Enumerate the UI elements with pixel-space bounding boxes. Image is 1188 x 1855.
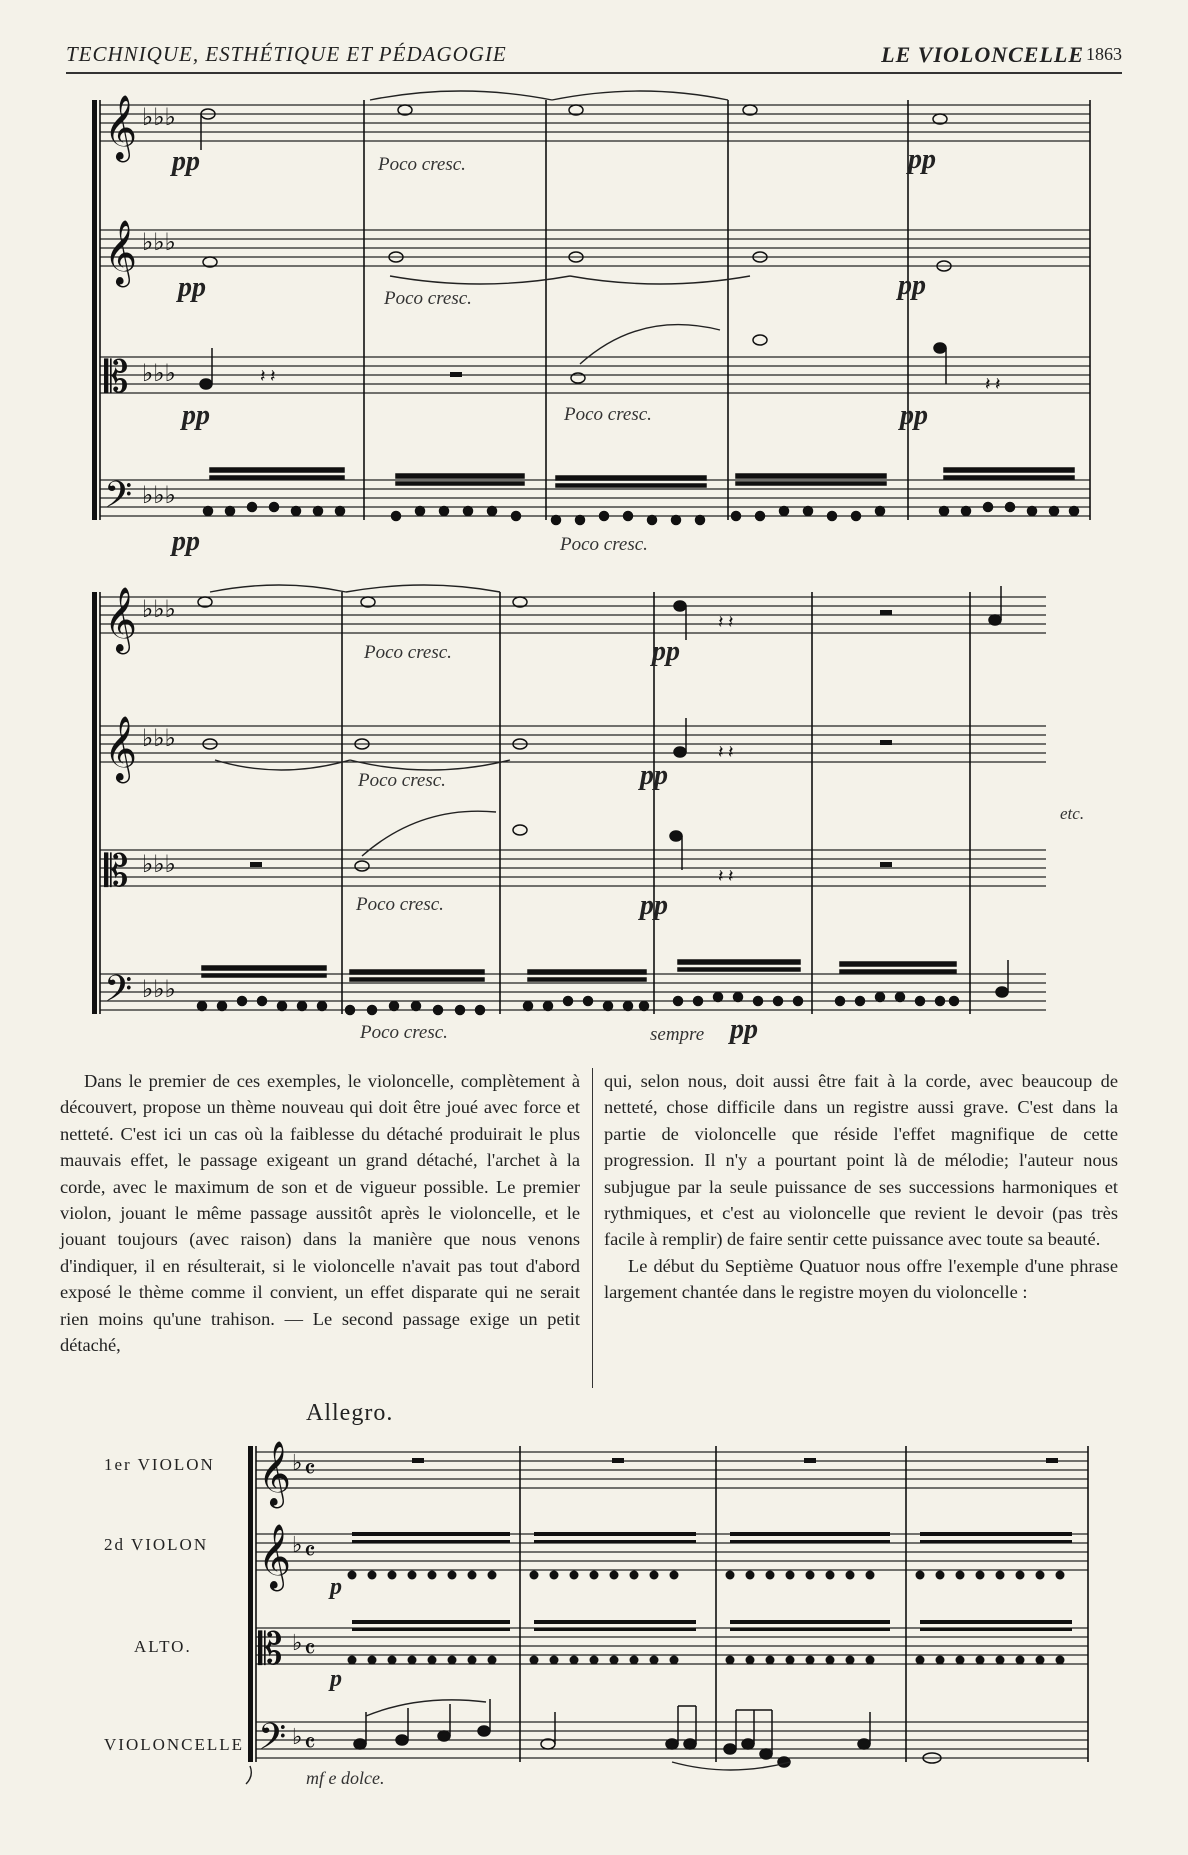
dynamic-pp: pp bbox=[178, 272, 206, 303]
svg-text:𝄴: 𝄴 bbox=[304, 1729, 316, 1759]
svg-text:𝄴: 𝄴 bbox=[304, 1635, 316, 1665]
svg-text:♭♭♭: ♭♭♭ bbox=[142, 481, 176, 509]
column-divider bbox=[592, 1068, 593, 1388]
svg-text:𝄞: 𝄞 bbox=[104, 95, 138, 160]
svg-text:𝄽 𝄽: 𝄽 𝄽 bbox=[718, 612, 734, 632]
marking-etc: etc. bbox=[1060, 804, 1085, 823]
text-column-left bbox=[60, 1068, 580, 1358]
svg-text:𝄢: 𝄢 bbox=[104, 968, 133, 1019]
marking-mf-e-dolce: mf e dolce. bbox=[306, 1768, 385, 1788]
instrument-label: 2d VIOLON bbox=[104, 1535, 209, 1554]
svg-text:♭♭♭: ♭♭♭ bbox=[142, 103, 176, 131]
dynamic-p: p bbox=[330, 1666, 342, 1692]
svg-text:𝄡: 𝄡 bbox=[104, 352, 129, 403]
dynamic-pp: pp bbox=[652, 636, 680, 667]
text-column-right bbox=[604, 1068, 1118, 1306]
dynamic-pp: pp bbox=[898, 270, 926, 301]
svg-text:♭: ♭ bbox=[292, 1725, 303, 1750]
marking-poco-cresc: Poco cresc. bbox=[378, 154, 466, 175]
svg-text:♭♭♭: ♭♭♭ bbox=[142, 359, 176, 387]
marking-sempre: sempre bbox=[650, 1024, 705, 1045]
dynamic-p: p bbox=[330, 1574, 342, 1600]
svg-text:𝄽 𝄽: 𝄽 𝄽 bbox=[985, 374, 1001, 394]
svg-text:♭♭♭: ♭♭♭ bbox=[142, 850, 176, 878]
dynamic-pp: pp bbox=[908, 144, 936, 175]
svg-text:𝄞: 𝄞 bbox=[104, 587, 138, 652]
marking-poco-cresc: Poco cresc. bbox=[358, 770, 446, 791]
svg-text:♭: ♭ bbox=[292, 1631, 303, 1656]
svg-text:♭♭♭: ♭♭♭ bbox=[142, 228, 176, 256]
svg-text:♭♭♭: ♭♭♭ bbox=[142, 975, 176, 1003]
instrument-label: ALTO. bbox=[134, 1637, 192, 1656]
svg-text:𝄽 𝄽: 𝄽 𝄽 bbox=[718, 866, 734, 886]
running-head-right: LE VIOLONCELLE bbox=[881, 42, 1084, 67]
marking-poco-cresc: Poco cresc. bbox=[356, 894, 444, 915]
dynamic-pp: pp bbox=[172, 526, 200, 557]
paragraph: Dans le premier de ces exemples, le violoncelle, complètement à découvert, propose un thème nouveau qui doit être joué avec force et netteté. C'est ici un cas où la faiblesse du détaché produirait le plus mauvais effet, le passage exigeant un grand détaché, l'archet à la corde, avec le maximum de son et de vigueur possible. Le premier violon, jouant le même passage aussitôt après le violoncelle, et le jouant toujours (avec raison) dans la manière que nous venons d'indiquer, il en résulterait, si le violoncelle n'avait pas tout d'abord exposé le thème comme il convient, un effet disparate qui ne serait rien moins qu'une trahison. — Le second passage exige un petit détaché, bbox=[60, 1071, 580, 1356]
marking-poco-cresc: Poco cresc. bbox=[560, 534, 648, 555]
instrument-label: VIOLONCELLE bbox=[104, 1735, 245, 1754]
svg-text:𝄞: 𝄞 bbox=[258, 1441, 292, 1506]
paragraph: qui, selon nous, doit aussi être fait à la corde, avec beaucoup de netteté, chose difficile dans un registre aussi grave. C'est dans la partie de violoncelle que réside l'effet magnifique de cette progression. Il n'y a pourtant point là de mélodie; l'auteur nous subjugue par la seule puissance de ses successions harmoniques et rythmiques, et c'est au violoncelle que revient le devoir (pas très facile à remplir) de faire sentir cette puissance avec toute sa beauté. bbox=[604, 1071, 1118, 1250]
svg-text:𝄴: 𝄴 bbox=[304, 1537, 316, 1567]
svg-text:𝄴: 𝄴 bbox=[304, 1455, 316, 1485]
svg-text:𝄽 𝄽: 𝄽 𝄽 bbox=[260, 366, 276, 386]
svg-text:𝄞: 𝄞 bbox=[104, 716, 138, 781]
svg-text:♭♭♭: ♭♭♭ bbox=[142, 724, 176, 752]
marking-poco-cresc: Poco cresc. bbox=[384, 288, 472, 309]
svg-text:𝄞: 𝄞 bbox=[258, 1524, 292, 1589]
svg-text:𝄞: 𝄞 bbox=[104, 220, 138, 285]
marking-poco-cresc: Poco cresc. bbox=[364, 642, 452, 663]
instrument-label: 1er VIOLON bbox=[104, 1455, 215, 1474]
dynamic-pp: pp bbox=[900, 400, 928, 431]
dynamic-pp: pp bbox=[182, 400, 210, 431]
paragraph: Le début du Septième Quatuor nous offre l'exemple d'une phrase largement chantée dans le registre moyen du violoncelle : bbox=[604, 1255, 1118, 1303]
dynamic-pp: pp bbox=[730, 1014, 758, 1045]
score-system-3 bbox=[0, 1380, 1188, 1800]
marking-poco-cresc: Poco cresc. bbox=[360, 1022, 448, 1043]
svg-text:♭: ♭ bbox=[292, 1533, 303, 1558]
running-head-left: TECHNIQUE, ESTHÉTIQUE ET PÉDAGOGIE bbox=[66, 42, 507, 66]
svg-text:♭♭♭: ♭♭♭ bbox=[142, 595, 176, 623]
dynamic-pp: pp bbox=[172, 146, 200, 177]
svg-text:𝄡: 𝄡 bbox=[104, 846, 129, 897]
dynamic-pp: pp bbox=[640, 760, 668, 791]
svg-text:𝄢: 𝄢 bbox=[258, 1716, 287, 1767]
svg-text:𝄡: 𝄡 bbox=[258, 1624, 283, 1675]
dynamic-pp: pp bbox=[640, 890, 668, 921]
svg-text:𝄢: 𝄢 bbox=[104, 474, 133, 525]
tempo-marking: Allegro. bbox=[306, 1400, 394, 1426]
svg-text:𝄽 𝄽: 𝄽 𝄽 bbox=[718, 742, 734, 762]
page-number: 1863 bbox=[1086, 44, 1122, 64]
svg-text:♭: ♭ bbox=[292, 1451, 303, 1476]
marking-poco-cresc: Poco cresc. bbox=[564, 404, 652, 425]
